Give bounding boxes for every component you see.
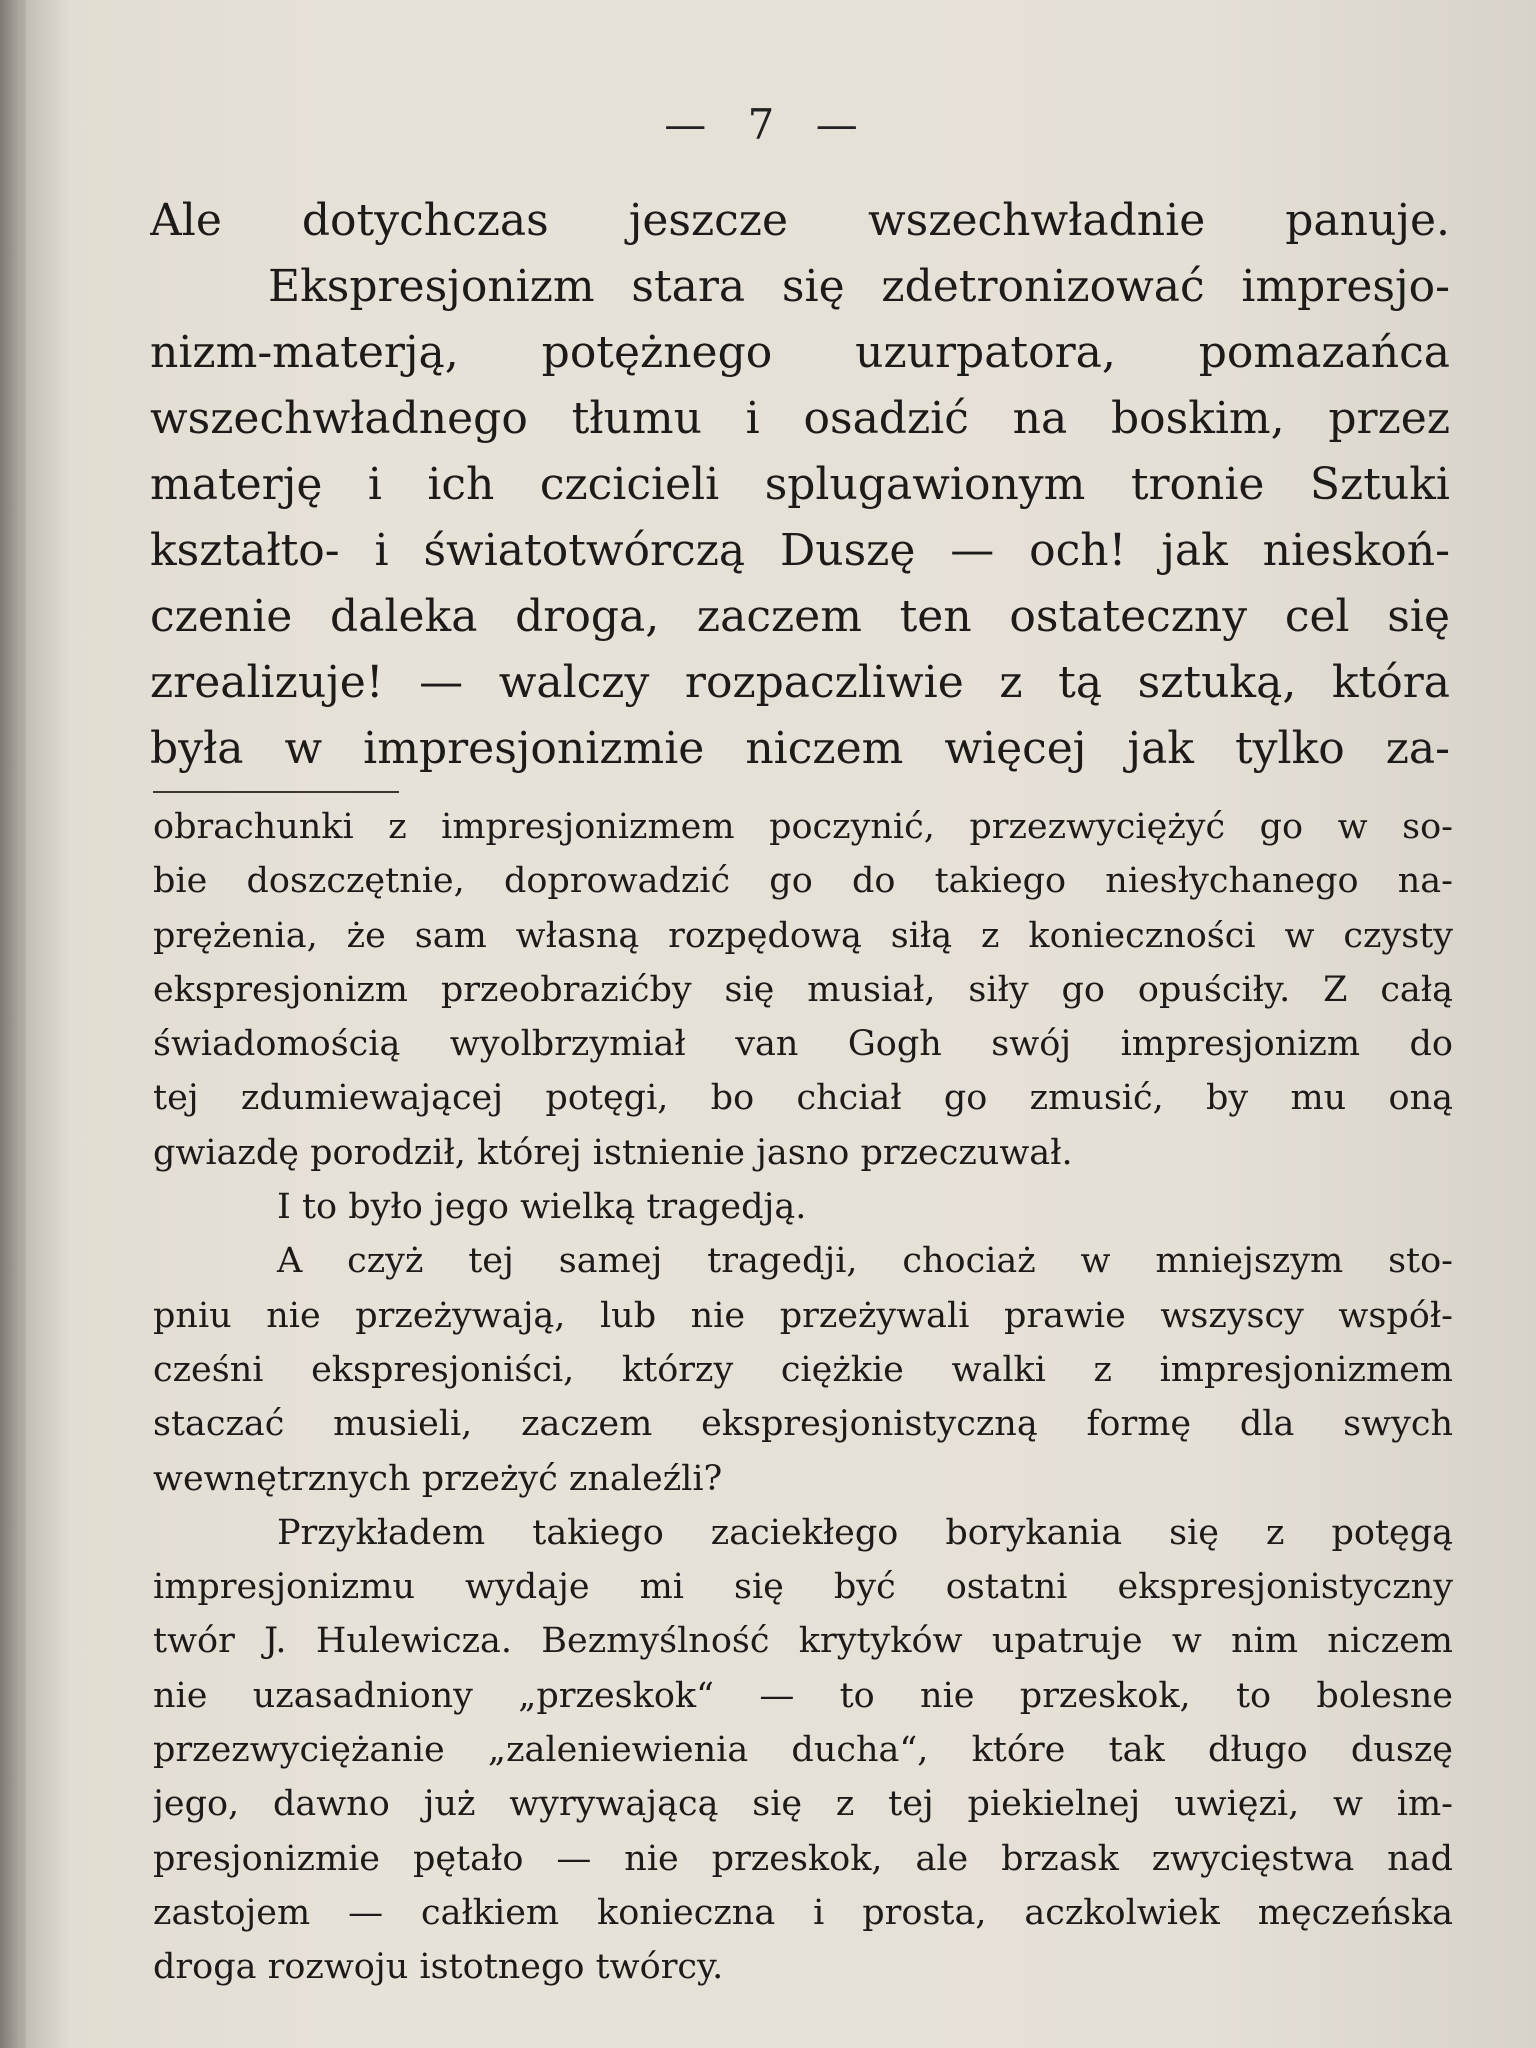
main-text-line: Ekspresjonizm stara się zdetronizować impresjo- — [268, 261, 1450, 312]
footnote-line: nie uzasadniony „przeskok“ — to nie przeskok, to bolesne — [153, 1675, 1453, 1716]
page-number: — 7 — — [664, 100, 872, 149]
footnote-line: pniu nie przeżywają, lub nie przeżywali prawie wszyscy współ- — [153, 1295, 1453, 1336]
footnote-line: cześni ekspresjoniści, którzy ciężkie walki z impresjonizmem — [153, 1349, 1453, 1390]
footnote-line: tej zdumiewającej potęgi, bo chciał go zmusić, by mu oną — [153, 1078, 1453, 1119]
main-text-line: zrealizuje! — walczy rozpaczliwie z tą sztuką, która — [150, 657, 1450, 708]
main-text-line: kształto- i światotwórczą Duszę — och! jak nieskoń- — [150, 525, 1450, 576]
footnote-divider — [153, 791, 399, 793]
footnote-line: A czyż tej samej tragedji, chociaż w mniejszym sto- — [277, 1241, 1453, 1282]
footnote-line: Przykładem takiego zaciekłego borykania się z potęgą — [277, 1512, 1453, 1553]
main-text-line: Ale dotychczas jeszcze wszechwładnie panuje. — [150, 195, 1450, 246]
footnote-line: droga rozwoju istotnego twórcy. — [153, 1947, 724, 1988]
main-text-line: nizm-materją, potężnego uzurpatora, pomazańca — [150, 327, 1450, 378]
footnote-line: twór J. Hulewicza. Bezmyślność krytyków upatruje w nim niczem — [153, 1621, 1453, 1662]
main-text-line: materję i ich czcicieli splugawionym tronie Sztuki — [150, 459, 1450, 510]
main-text-line: była w impresjonizmie niczem więcej jak tylko za- — [150, 723, 1450, 774]
footnote-line: wewnętrznych przeżyć znaleźli? — [153, 1458, 723, 1499]
footnote-line: przezwyciężanie „zaleniewienia ducha“, które tak długo duszę — [153, 1730, 1453, 1771]
footnote-line: staczać musieli, zaczem ekspresjonistyczną formę dla swych — [153, 1404, 1453, 1445]
footnote-text-block — [153, 800, 1453, 1995]
footnote-line: obrachunki z impresjonizmem poczynić, przezwyciężyć go w so- — [153, 807, 1453, 847]
footnote-line: prężenia, że sam własną rozpędową siłą z konieczności w czysty — [153, 915, 1453, 956]
main-text-block — [150, 188, 1450, 782]
footnote-line: I to było jego wielką tragedją. — [277, 1187, 807, 1228]
footnote-line: świadomością wyolbrzymiał van Gogh swój impresjonizm do — [153, 1024, 1453, 1065]
main-text-line: wszechwładnego tłumu i osadzić na boskim, przez — [150, 393, 1450, 444]
footnote-line: bie doszczętnie, doprowadzić go do takiego niesłychanego na- — [153, 861, 1453, 902]
footnote-line: ekspresjonizm przeobrazićby się musiał, siły go opuściły. Z całą — [153, 969, 1453, 1010]
footnote-line: zastojem — całkiem konieczna i prosta, aczkolwiek męczeńska — [153, 1892, 1453, 1933]
main-text-line: czenie daleka droga, zaczem ten ostateczny cel się — [150, 591, 1450, 642]
footnote-line: jego, dawno już wyrywającą się z tej piekielnej uwięzi, w im- — [153, 1784, 1453, 1825]
footnote-line: impresjonizmu wydaje mi się być ostatni ekspresjonistyczny — [153, 1567, 1453, 1608]
footnote-line: gwiazdę porodził, której istnienie jasno przeczuwał. — [153, 1132, 1073, 1173]
footnote-line: presjonizmie pętało — nie przeskok, ale brzask zwycięstwa nad — [153, 1838, 1453, 1879]
